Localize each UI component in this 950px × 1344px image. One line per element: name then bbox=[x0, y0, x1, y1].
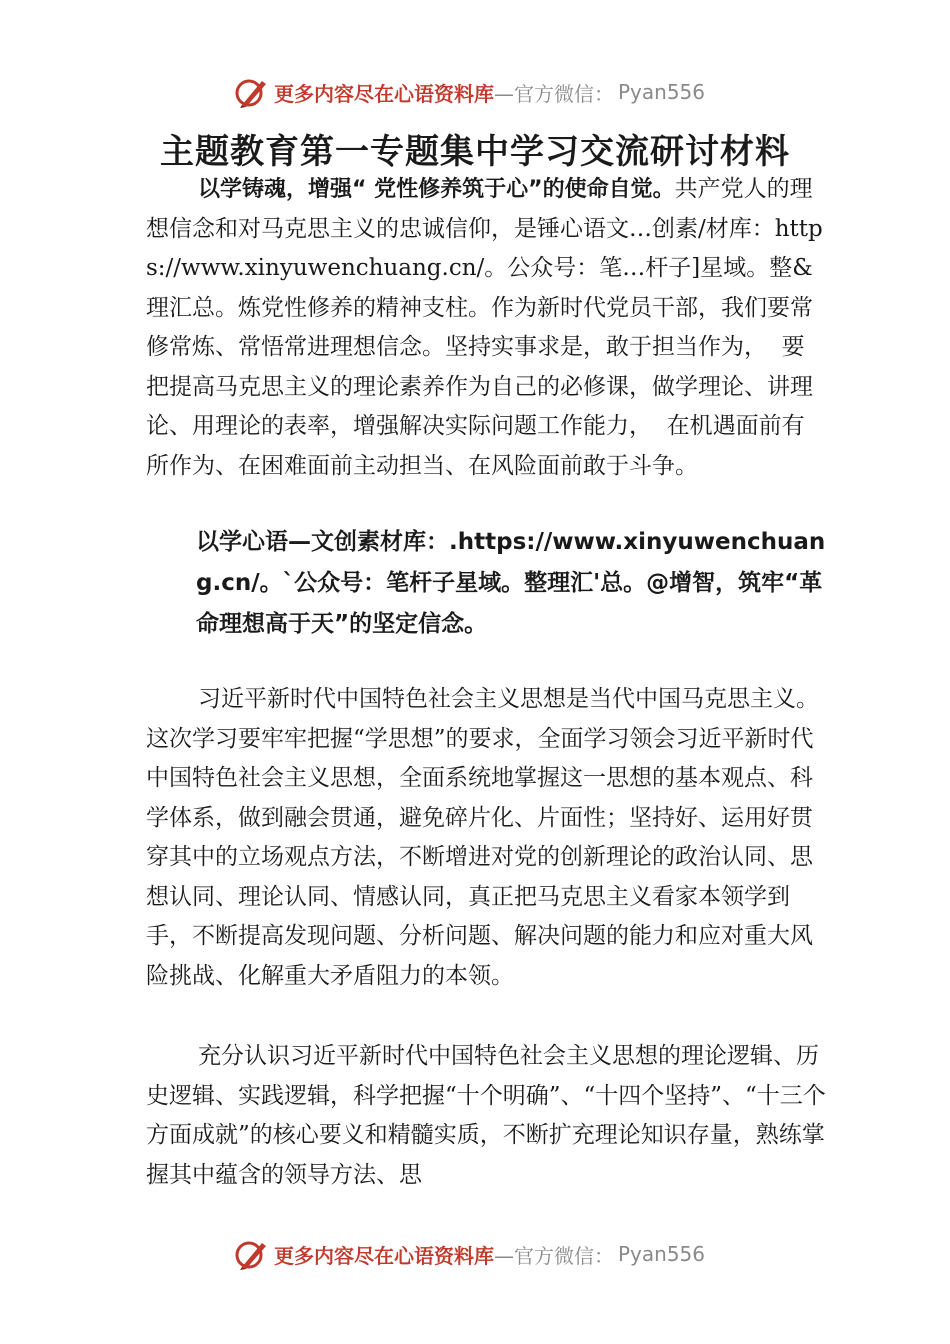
document-title: 主题教育第一专题集中学习交流研讨材料 bbox=[160, 132, 790, 172]
banner-official-label: —官方微信： bbox=[494, 81, 614, 106]
footer-slogan: 更多内容尽在心语资料库 bbox=[274, 1243, 494, 1268]
pen-logo-icon bbox=[232, 1237, 270, 1271]
section2-heading: 以学心语—文创素材库：.https://www.xinyuwenchuang.cn/。`公众号：笔杆子星域。整理汇'总。@增智，筑牢“革命理想高于天”的坚定信念。 bbox=[196, 529, 826, 637]
footer-banner bbox=[232, 1236, 705, 1272]
banner-wechat-id: Pyan556 bbox=[618, 80, 706, 104]
footer-official-label: —官方微信： bbox=[494, 1243, 614, 1268]
footer-wechat-id: Pyan556 bbox=[618, 1242, 706, 1266]
section2-paragraph-2: 充分认识习近平新时代中国特色社会主义思想的理论逻辑、历史逻辑、实践逻辑，科学把握“十个明确”、“十四个坚持”、“十三个方面成就”的核心要义和精髓实质，不断扩充理论知识存量，熟练掌握其中蕴含的领导方法、思 bbox=[146, 1043, 826, 1188]
header-banner bbox=[232, 74, 705, 110]
section2-paragraph-1: 习近平新时代中国特色社会主义思想是当代中国马克思主义。这次学习要牢牢把握“学思想”的要求，全面学习领会习近平新时代中国特色社会主义思想，全面系统地掌握这一思想的基本观点、科学体系，做到融会贯通，避免碎片化、片面性；坚持好、运用好贯穿其中的立场观点方法，不断增进对党的创新理论的政治认同、思想认同、理论认同、情感认同，真正把马克思主义看家本领学到手，不断提高发现问题、分析问题、解决问题的能力和应对重大风险挑战、化解重大矛盾阻力的本领。 bbox=[146, 686, 819, 989]
section1-body: 共产党人的理想信念和对马克思主义的忠诚信仰，是锤心语文…创素/材库：https://www.xinyuwenchuang.cn/。公众号：笔…杆子]星域。整&理汇总。炼党性修养的精神支柱。作为新时代党员干部，我们要常修常炼、常悟常进理想信念。坚持实事求是，敢于担当作为， 要把提高马克思主义的理论素养作为自己的必修课，做学理论、讲理论、用理论的表率，增强解决实际问题工作能力， 在机遇面前有所作为、在困难面前主动担当、在风险面前敢于斗争。 bbox=[146, 176, 823, 479]
pen-logo-icon bbox=[232, 75, 270, 109]
banner-slogan: 更多内容尽在心语资料库 bbox=[274, 81, 494, 106]
section1-heading: 以学铸魂，增强“ 党性修养筑于心”的使命自觉。 bbox=[198, 177, 675, 202]
section1-paragraph bbox=[146, 170, 826, 486]
